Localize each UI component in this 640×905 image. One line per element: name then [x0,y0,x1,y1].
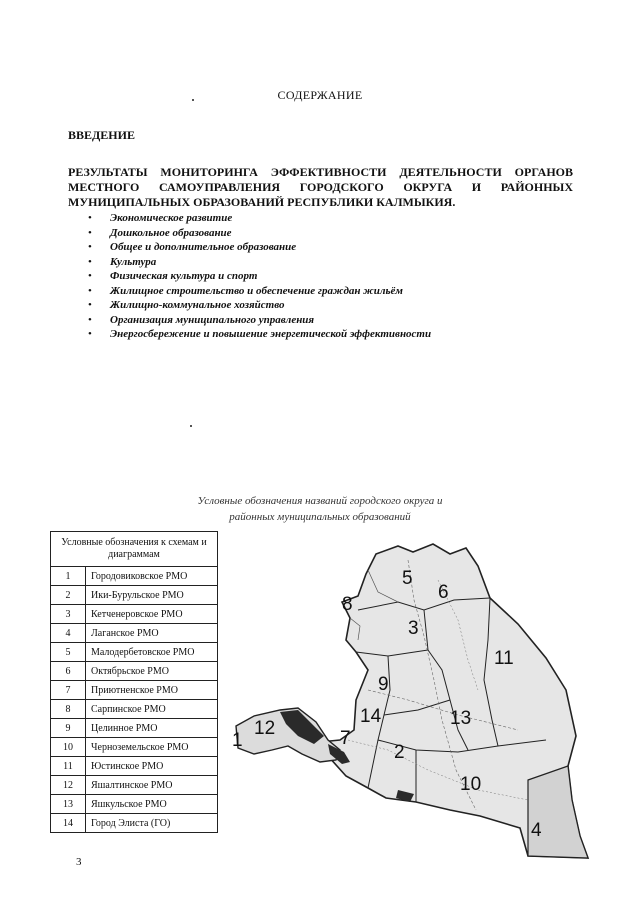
bullet-marker: • [88,212,92,224]
table-row: 11 Юстинское РМО [51,757,218,776]
table-row: 9 Целинное РМО [51,719,218,738]
toc-intro: ВВЕДЕНИЕ [68,128,135,142]
bullet-marker: • [88,284,92,297]
table-row: 14 Город Элиста (ГО) [51,814,218,833]
table-row: 5 Малодербетовское РМО [51,643,218,662]
map-label-14: 14 [360,706,382,727]
legend-table [50,531,218,833]
map-label-9: 9 [378,674,389,695]
results-line-3: МУНИЦИПАЛЬНЫХ ОБРАЗОВАНИЙ РЕСПУБЛИКИ КАЛМЫКИЯ. [68,195,456,209]
toc-subsection: • Физическая культура и спорт [88,270,258,282]
toc-subsection: • Общее и дополнительное образование [88,241,297,253]
table-row: 4 Лаганское РМО [51,624,218,643]
bullet-marker: • [88,226,92,239]
table-row: 2 Ики-Бурульское РМО [51,586,218,605]
map-label-12: 12 [254,718,276,739]
bullet-marker: • [88,313,92,326]
legend-caption: Условные обозначения названий городского округа и районных муниципальных образований [197,495,443,523]
map-label-10: 10 [460,774,482,795]
district-map [228,540,590,862]
scan-speck [192,99,194,101]
table-row: 12 Яшалтинское РМО [51,776,218,795]
table-row: 3 Кетченеровское РМО [51,605,218,624]
bullet-marker: • [88,328,92,340]
scan-speck [190,425,192,427]
table-row: 10 Черноземельское РМО [51,738,218,757]
map-label-8: 8 [342,594,353,615]
map-label-13: 13 [450,708,472,729]
toc-results-heading [68,165,573,210]
bullet-marker: • [88,241,92,253]
table-row: 1 Городовиковское РМО [51,567,218,586]
toc-subsection-list [88,211,431,342]
map-label-11: 11 [494,648,514,669]
toc-subsection: • Жилищно-коммунальное хозяйство [88,299,285,311]
toc-subsection: • Энергосбережение и повышение энергетической эффективности [88,328,432,340]
results-line-2: МЕСТНОГО САМОУПРАВЛЕНИЯ ГОРОДСКОГО ОКРУГА И РАЙОННЫХ [68,180,573,194]
page-number: 3 [76,856,82,868]
map-label-2: 2 [394,742,405,763]
toc-subsection: • Культура [88,255,157,268]
toc-subsection: • Жилищное строительство и обеспечение граждан жильём [88,284,403,297]
map-label-6: 6 [438,582,449,603]
map-label-1: 1 [232,730,243,751]
table-row: 8 Сарпинское РМО [51,700,218,719]
results-line-1: РЕЗУЛЬТАТЫ МОНИТОРИНГА ЭФФЕКТИВНОСТИ ДЕЯТЕЛЬНОСТИ ОРГАНОВ [68,165,573,179]
map-label-4: 4 [531,820,542,841]
page-title: СОДЕРЖАНИЕ [277,88,363,102]
toc-subsection: • Дошкольное образование [88,226,232,239]
table-row: 13 Яшкульское РМО [51,795,218,814]
map-label-5: 5 [402,568,413,589]
bullet-marker: • [88,255,92,268]
toc-subsection: • Организация муниципального управления [88,313,315,326]
bullet-marker: • [88,299,92,311]
map-label-7: 7 [340,728,351,749]
toc-subsection: • Экономическое развитие [88,212,233,224]
table-row: 7 Приютненское РМО [51,681,218,700]
bullet-marker: • [88,270,92,282]
legend-table-header: Условные обозначения к схемам и диаграммам [51,532,218,567]
map-region-shapes [236,544,588,858]
table-row: 6 Октябрьское РМО [51,662,218,681]
map-label-3: 3 [408,618,419,639]
